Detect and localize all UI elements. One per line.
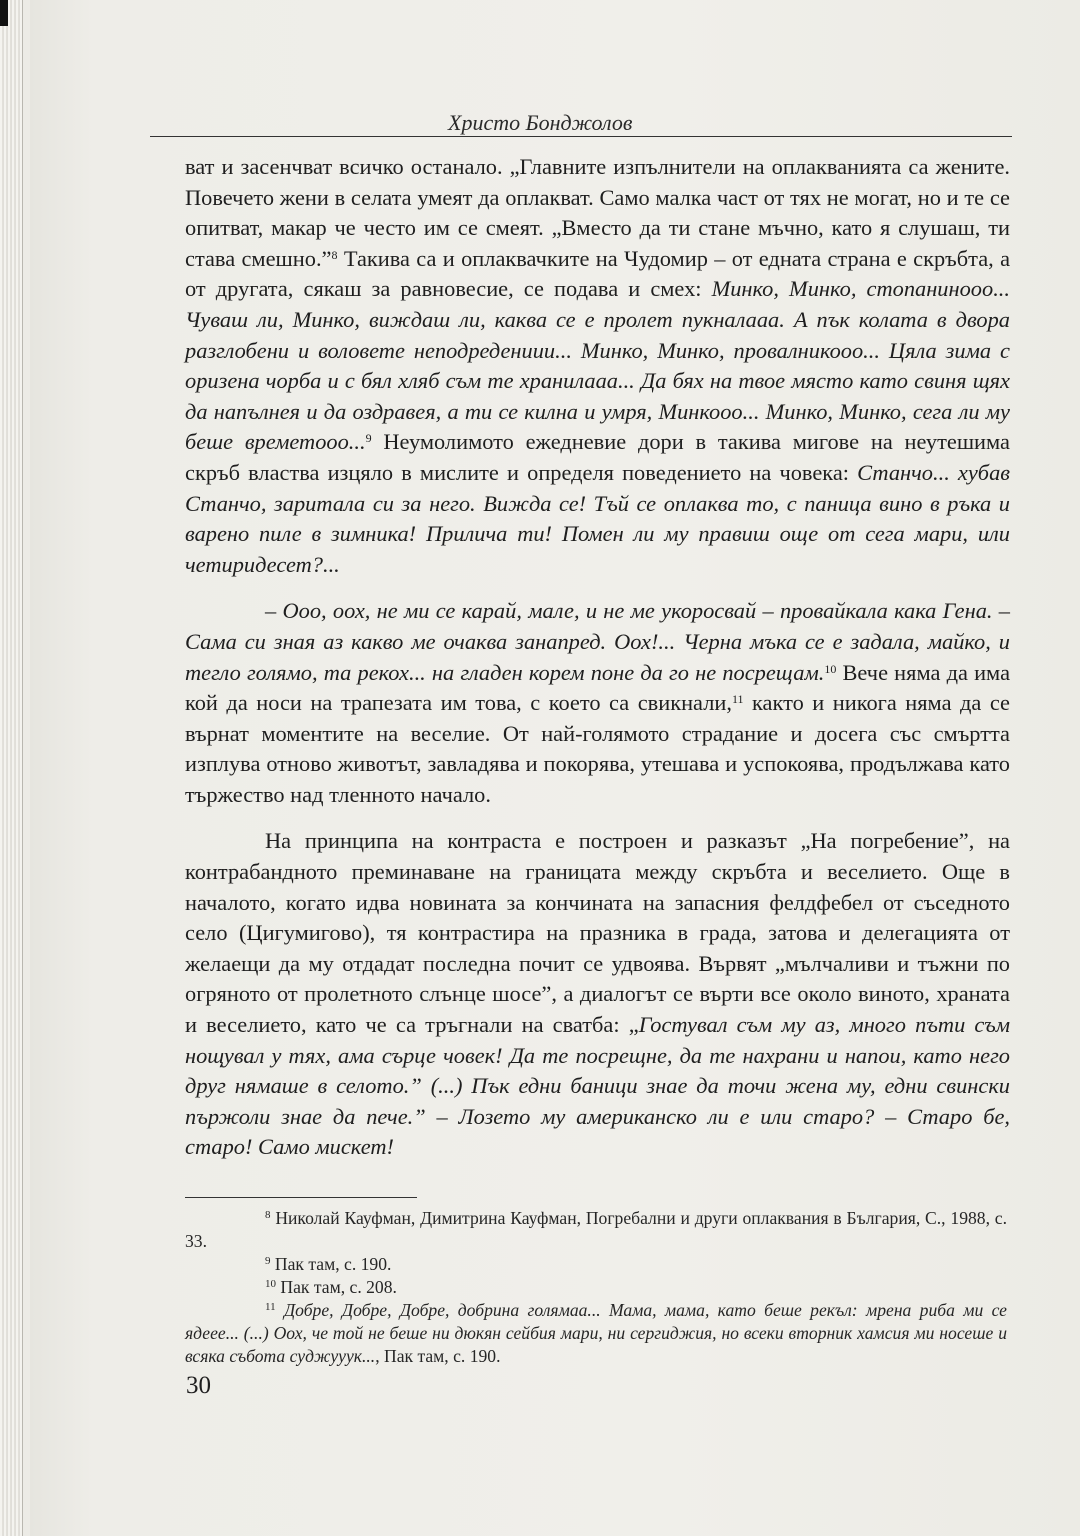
footnote-10-text: Пак там, с. 208. bbox=[280, 1277, 397, 1297]
paragraph-2-quote: – Ооо, оох, не ми се карай, мале, и не ме укоросвай – провайкала кака Гена. – Сама си зная аз какво ме очаква занапред. Оох!... Черна мъка се е задала, майко, и тегло голямо, та рекох... на гладен корем поне да го не посрещам. bbox=[185, 598, 1010, 685]
paragraph-3-quote: Гостувал съм му аз, много пъти съм нощувал у тях, ама сърце човек! Да те посрещне, да те нахрани и напои, като него друг нямаше в селото.” (...) Пък едни баници знае да точи жена му, едни свински пържоли знае да пече.” – Лозето му американско ли е или старо? – Старо бе, старо! Само мискет! bbox=[185, 1012, 1010, 1160]
footnote-11-text: , Пак там, с. 190. bbox=[375, 1346, 501, 1366]
footnote-11-quote: Добре, Добре, Добре, добрина голямаа... Мама, мама, като беше рекъл: мрена риба ми се ядеее... (...) Оох, че той не беше ни дюкян сейбия мари, ни сергиджия, но всеки вторник хамсия ми носеше и всяка събота суджууук... bbox=[185, 1300, 1007, 1366]
paragraph-1-quote-1: Минко, Минко, стопаниноoo... Чуваш ли, Минко, виждаш ли, каква се е пролет пукналааа. А пък колата в двора разглобени и воловете неподредениии... Минко, Минко, провалникоoo... Цяла зима с оризена чорба и с бял хляб съм те хранилааа... Да бях на твое място като свиня щях да напълнея и да оздравея, а ти се килна и умря, Минкоoo... Минко, Минко, сега ли му беше времетоoo... bbox=[185, 276, 1010, 455]
corner-mark bbox=[0, 0, 8, 26]
footnote-9-number: 9 bbox=[265, 1255, 271, 1267]
paragraph-1-text-2: Такива са и оплаквачките на Чудомир – от едната страна е скръбта, а от другата, сякаш за равновесие, се подава и смех: bbox=[185, 245, 1011, 302]
paragraph-2-text-2: както и никога няма да се върнат моментите на веселие. От най-голямото страдание и досега със смъртта изплува отново животът, завладява и покорява, утешава и успокоява, продължава като тържество над тленното начало. bbox=[185, 690, 1010, 807]
footnote-11 bbox=[185, 1299, 1007, 1368]
running-head bbox=[150, 110, 1012, 137]
running-head-title: Христо Бонджолов bbox=[448, 110, 633, 135]
footnote-8-text: Николай Кауфман, Димитрина Кауфман, Погребални и други оплаквания в България, С., 1988, с. 33. bbox=[185, 1208, 1007, 1251]
paragraph-1-text-1: ват и засенчват всичко останало. „Главните изпълнители на оплакванията са жените. Повечето жени в селата умеят да оплакват. Само малка част от тях не могат, но и те се опитват, макар че често им се смеят. „Вместо да ти стане мъчно, като я слушаш, ти става смешно.” bbox=[185, 154, 1010, 271]
footnote-10 bbox=[185, 1276, 1007, 1299]
footnote-9-text: Пак там, с. 190. bbox=[274, 1254, 392, 1274]
body-text bbox=[185, 152, 1010, 1163]
paragraph-1-quote-2: Станчо... хубав Станчо, заритала си за него. Вижда се! Тъй се оплаква то, с паница вино в ръка и варено пиле в зимника! Прилича ти! Помен ли му правиш още от сега мари, или четиридесет?... bbox=[185, 459, 1010, 577]
footnote-11-number: 11 bbox=[265, 1301, 276, 1313]
paragraph-2-text-1: Вече няма да има кой да носи на трапезата им това, с което са свикнали, bbox=[185, 659, 1011, 716]
footnote-separator bbox=[185, 1197, 417, 1198]
footnote-ref-11[interactable]: 11 bbox=[731, 692, 744, 707]
paragraph-2 bbox=[185, 596, 1010, 810]
footnotes bbox=[185, 1207, 1007, 1368]
footnote-9 bbox=[185, 1253, 1007, 1276]
footnote-ref-8[interactable]: 8 bbox=[331, 247, 338, 262]
footnote-8-number: 8 bbox=[265, 1209, 271, 1221]
paragraph-3-text: На принципа на контраста е построен и разказът „На погребение”, на контрабандното преминаване на границата между скръбта и веселието. Още в началото, когато идва новината за кончината на запасния фелдфебел от съседното село (Цигумигово), тя контрастира на празника в града, затова и делегацията от желаещи да му отдадат последна почит се удвоява. Вървят „мълчаливи и тъжни по огряното от пролетното слънце шосе”, а диалогът се върти все около виното, храната и веселието, като че са тръгнали на сватба: „ bbox=[185, 828, 1010, 1038]
paragraph-3 bbox=[185, 826, 1010, 1163]
footnote-ref-10[interactable]: 10 bbox=[824, 661, 837, 676]
footnote-10-number: 10 bbox=[265, 1278, 276, 1290]
paragraph-1-text-3: Неумолимото ежедневие дори в такива мигове на неутешима скръб властва изцяло в мислите и определя поведението на човека: bbox=[185, 429, 1010, 485]
page-edge bbox=[0, 0, 23, 1536]
footnote-ref-9[interactable]: 9 bbox=[365, 431, 372, 446]
page-number: 30 bbox=[186, 1372, 211, 1399]
footnote-8 bbox=[185, 1207, 1007, 1253]
paragraph-1 bbox=[185, 152, 1010, 580]
